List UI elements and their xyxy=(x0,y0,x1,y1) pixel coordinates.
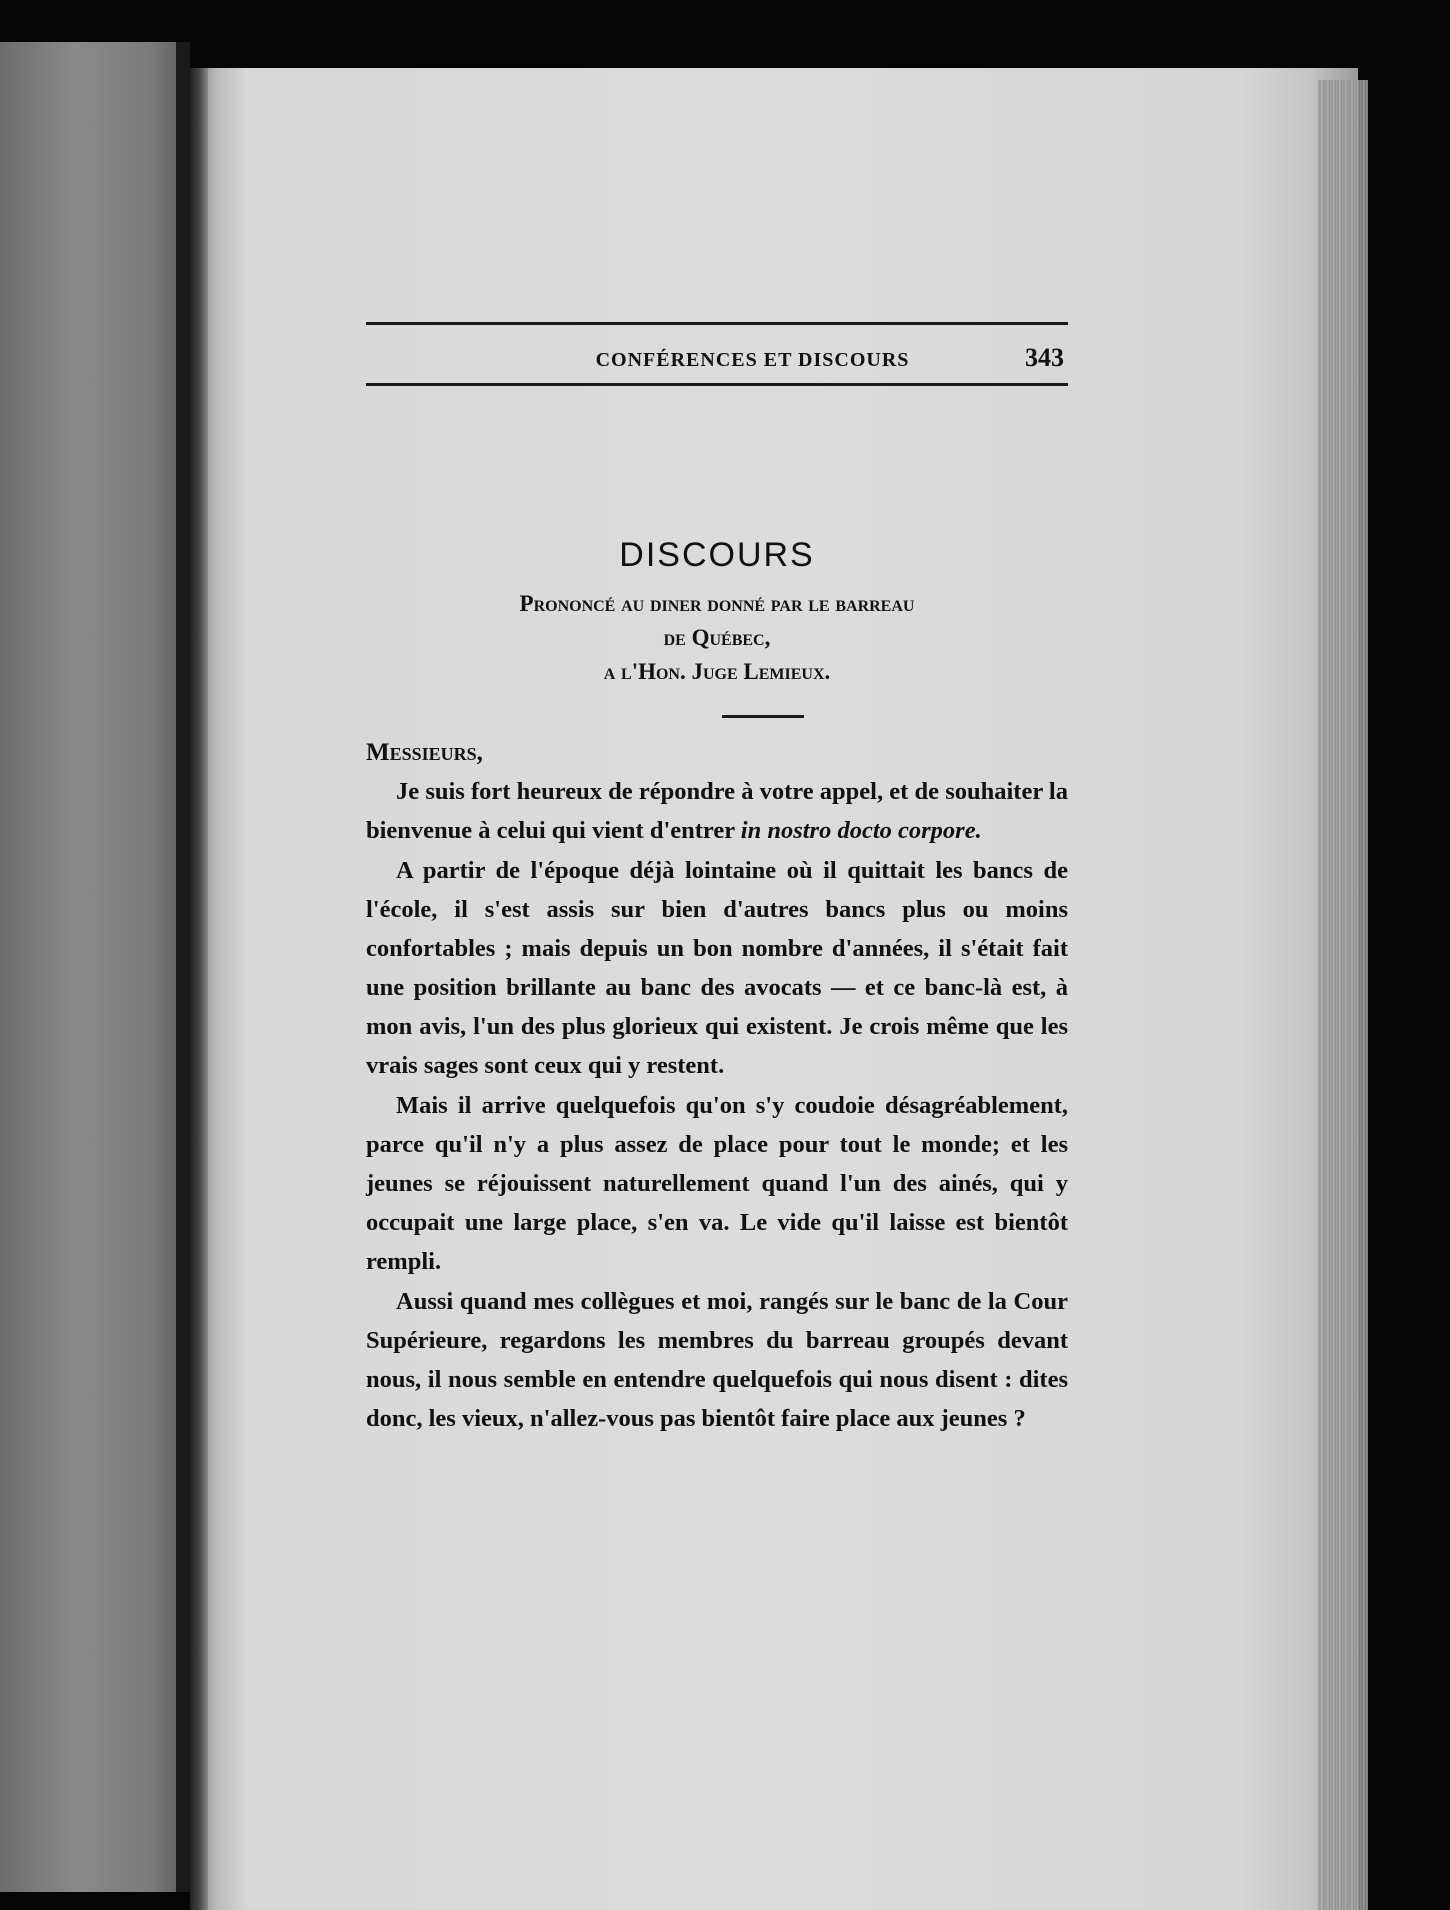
section-divider xyxy=(722,715,804,718)
paragraph-1-latin-phrase: in nostro docto corpore. xyxy=(740,817,982,844)
subtitle-line-3: a l'Hon. Juge Lemieux. xyxy=(603,659,831,684)
running-header-title: CONFÉRENCES ET DISCOURS xyxy=(595,349,910,371)
header-rule-bottom xyxy=(366,383,1068,386)
page-content xyxy=(366,322,1068,1439)
previous-page-fragment xyxy=(0,42,190,1892)
page-stack-edge xyxy=(1318,80,1368,1910)
chapter-title: DISCOURS xyxy=(619,536,815,574)
subtitle-line-2: de Québec, xyxy=(663,625,771,650)
salutation: Messieurs, xyxy=(366,739,483,766)
running-header xyxy=(366,325,1068,383)
paragraph-4: Aussi quand mes collègues et moi, rangés sur le banc de la Cour Supérieure, regardons les membres du barreau groupés devant nous, il nous semble en entendre quelquefois qui nous disent : dites donc, les vieux, n'allez-vous pas bientôt faire place aux jeunes ? xyxy=(366,1288,1068,1432)
chapter-subtitle xyxy=(366,587,1068,689)
subtitle-line-1: Prononcé au diner donné par le barreau xyxy=(519,591,915,616)
book-gutter xyxy=(190,68,208,1910)
paragraph-1 xyxy=(366,772,1068,850)
page-number: 343 xyxy=(1025,343,1064,372)
paragraph-3: Mais il arrive quelquefois qu'on s'y coudoie désagréablement, parce qu'il n'y a plus assez de place pour tout le monde; et les jeunes se réjouissent naturellement quand l'un des ainés, qui y occupait une large place, s'en va. Le vide qu'il laisse est bientôt rempli. xyxy=(366,1092,1068,1275)
paragraph-1-text: Je suis fort heureux de répondre à votre appel, et de souhaiter la bienvenue à celui qui vient d'entrer xyxy=(366,778,1068,844)
paragraph-2: A partir de l'époque déjà lointaine où il quittait les bancs de l'école, il s'est assis sur bien d'autres bancs plus ou moins confortables ; mais depuis un bon nombre d'années, il s'était fait une position brillante au banc des avocats — et ce banc-là est, à mon avis, l'un des plus glorieux qui existent. Je crois même que les vrais sages sont ceux qui y restent. xyxy=(366,857,1068,1079)
